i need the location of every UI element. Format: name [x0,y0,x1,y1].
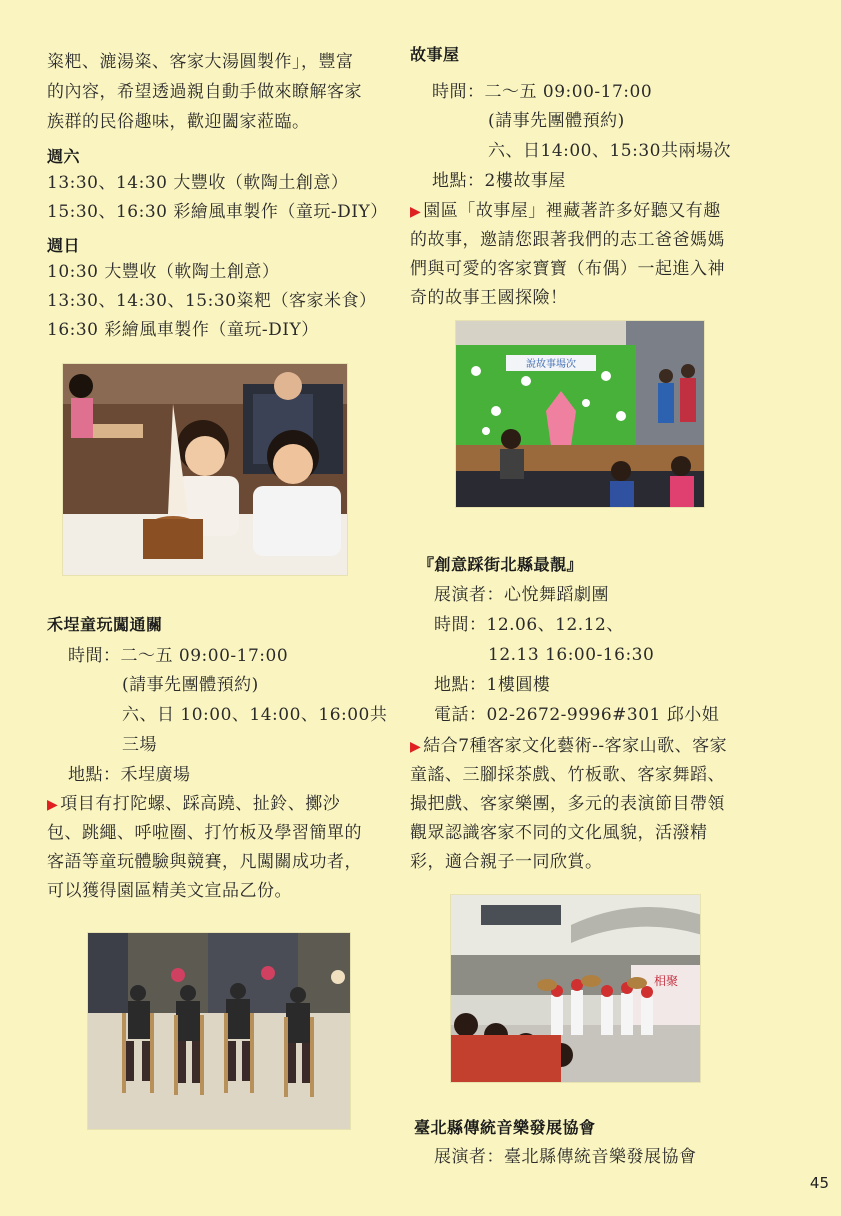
toy-desc-line: ▶ 項目有打陀螺、踩高蹺、扯鈴、擲沙 [47,794,341,814]
story-desc-line: 奇的故事王國探險！ [410,288,568,308]
toy-time-line: 時間：二～五 09:00-17:00 [68,646,289,666]
bullet-arrow-icon: ▶ [410,204,422,220]
rice-cake-photo [62,363,348,576]
toy-place: 地點：禾埕廣場 [68,765,191,785]
show-desc-line: 童謠、三腳採茶戲、竹板歌、客家舞蹈、 [410,765,725,785]
saturday-item: 13:30、14:30 大豐收（軟陶土創意） [47,173,349,193]
show-performer: 展演者：心悅舞蹈劇團 [434,585,609,605]
story-desc-line: ▶ 園區「故事屋」裡藏著許多好聽又有趣 [410,201,721,221]
show-phone: 電話：02-2672-9996#301 邱小姐 [434,705,720,725]
show-desc-line: 撮把戲、客家樂團，多元的表演節目帶領 [410,794,725,814]
story-time-line: 時間：二～五 09:00-17:00 [432,82,653,102]
show-desc-line: ▶ 結合7種客家文化藝術--客家山歌、客家 [410,736,728,756]
street-show-heading: 『創意踩街北縣最靚』 [418,555,584,574]
stilts-photo [87,932,351,1130]
stage-sign-text: 說故事場次 [526,359,576,370]
sunday-heading: 週日 [47,236,81,255]
story-time-line: (請事先團體預約) [488,111,625,131]
story-time-line: 六、日14:00、15:30共兩場次 [488,141,731,161]
toy-time-line: 六、日 10:00、14:00、16:00共 [122,705,388,725]
saturday-heading: 週六 [47,147,81,166]
intro-line-1: 粢粑、漉湯粢、客家大湯圓製作」，豐富 [47,52,354,72]
show-place: 地點：1樓圓樓 [434,675,551,695]
story-desc-line: 的故事，邀請您跟著我們的志工爸爸媽媽 [410,230,725,250]
story-desc-line: 們與可愛的客家寶寶（布偶）一起進入神 [410,259,725,279]
sunday-item: 16:30 彩繪風車製作（童玩-DIY） [47,320,319,340]
show-desc-line: 彩，適合親子一同欣賞。 [410,852,603,872]
toy-desc-line: 可以獲得園區精美文宣品乙份。 [47,881,292,901]
page-number: 45 [809,1174,829,1192]
intro-line-3: 族群的民俗趣味，歡迎闔家蒞臨。 [47,112,310,132]
show-time-line: 12.13 16:00-16:30 [488,645,655,665]
show-time-line: 時間：12.06、12.12、 [434,615,624,635]
saturday-item: 15:30、16:30 彩繪風車製作（童玩-DIY） [47,202,388,222]
sunday-item: 10:30 大豐收（軟陶土創意） [47,262,280,282]
performance-photo [450,894,701,1083]
toy-time-line: (請事先團體預約) [122,675,259,695]
toy-desc-line: 客語等童玩體驗與競賽，凡闖關成功者， [47,852,362,872]
toy-game-heading: 禾埕童玩闖通關 [47,615,163,634]
toy-time-line: 三場 [122,735,157,755]
bullet-arrow-icon: ▶ [410,739,422,755]
banner-text: 相聚 [653,974,679,988]
story-house-heading: 故事屋 [410,45,460,64]
music-performer: 展演者：臺北縣傳統音樂發展協會 [434,1147,697,1167]
music-assoc-heading: 臺北縣傳統音樂發展協會 [414,1118,596,1137]
show-desc-line: 觀眾認識客家不同的文化風貌，活潑精 [410,823,708,843]
story-place: 地點：2樓故事屋 [432,171,566,191]
storytelling-photo [455,320,705,508]
intro-line-2: 的內容，希望透過親自動手做來瞭解客家 [47,82,362,102]
toy-desc-line: 包、跳繩、呼啦圈、打竹板及學習簡單的 [47,823,362,843]
sunday-item: 13:30、14:30、15:30粢粑（客家米食） [47,291,377,311]
bullet-arrow-icon: ▶ [47,797,59,813]
